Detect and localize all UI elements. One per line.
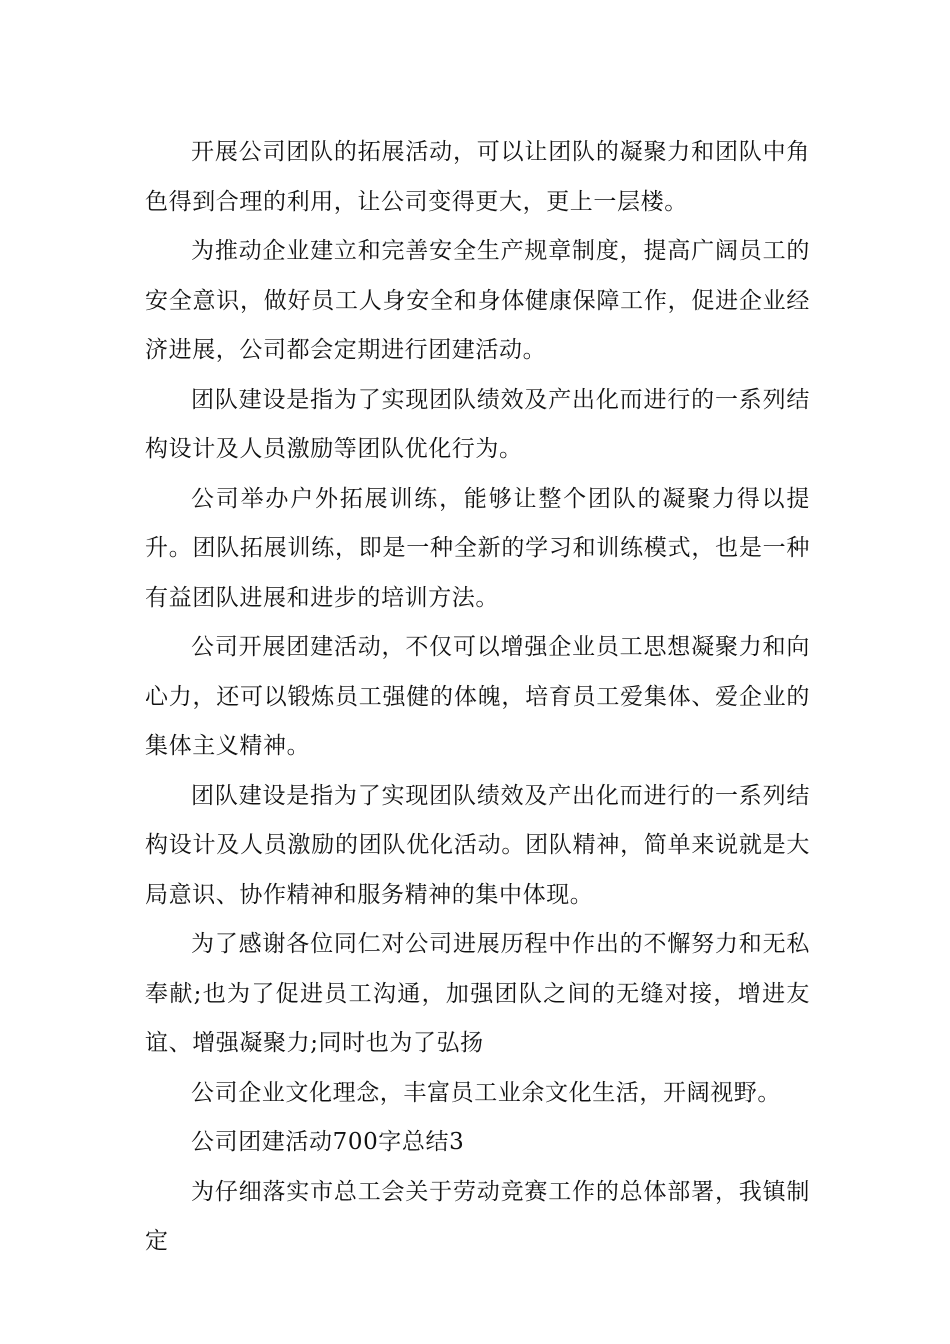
paragraph: 为推动企业建立和完善安全生产规章制度，提高广阔员工的安全意识，做好员工人身安全和身体健康保障工作，促进企业经济进展，公司都会定期进行团建活动。 xyxy=(145,238,810,363)
document-body xyxy=(145,128,810,1267)
paragraph: 公司企业文化理念，丰富员工业余文化生活，开阔视野。 xyxy=(191,1079,781,1106)
paragraph: 团队建设是指为了实现团队绩效及产出化而进行的一系列结构设计及人员激励等团队优化行为。 xyxy=(145,386,810,462)
paragraph: 开展公司团队的拓展活动，可以让团队的凝聚力和团队中角色得到合理的利用，让公司变得更大，更上一层楼。 xyxy=(145,139,810,215)
paragraph: 公司开展团建活动，不仅可以增强企业员工思想凝聚力和向心力，还可以锻炼员工强健的体魄，培育员工爱集体、爱企业的集体主义精神。 xyxy=(145,634,810,759)
paragraph: 为了感谢各位同仁对公司进展历程中作出的不懈努力和无私奉献;也为了促进员工沟通，加强团队之间的无缝对接，增进友谊、增强凝聚力;同时也为了弘扬 xyxy=(145,931,810,1056)
paragraph: 为仔细落实市总工会关于劳动竞赛工作的总体部署，我镇制定 xyxy=(145,1178,810,1254)
paragraph: 公司举办户外拓展训练，能够让整个团队的凝聚力得以提升。团队拓展训练，即是一种全新的学习和训练模式，也是一种有益团队进展和进步的培训方法。 xyxy=(145,485,810,611)
section-heading: 公司团建活动700字总结3 xyxy=(191,1129,465,1155)
paragraph: 团队建设是指为了实现团队绩效及产出化而进行的一系列结构设计及人员激励的团队优化活动。团队精神，简单来说就是大局意识、协作精神和服务精神的集中体现。 xyxy=(145,782,810,908)
